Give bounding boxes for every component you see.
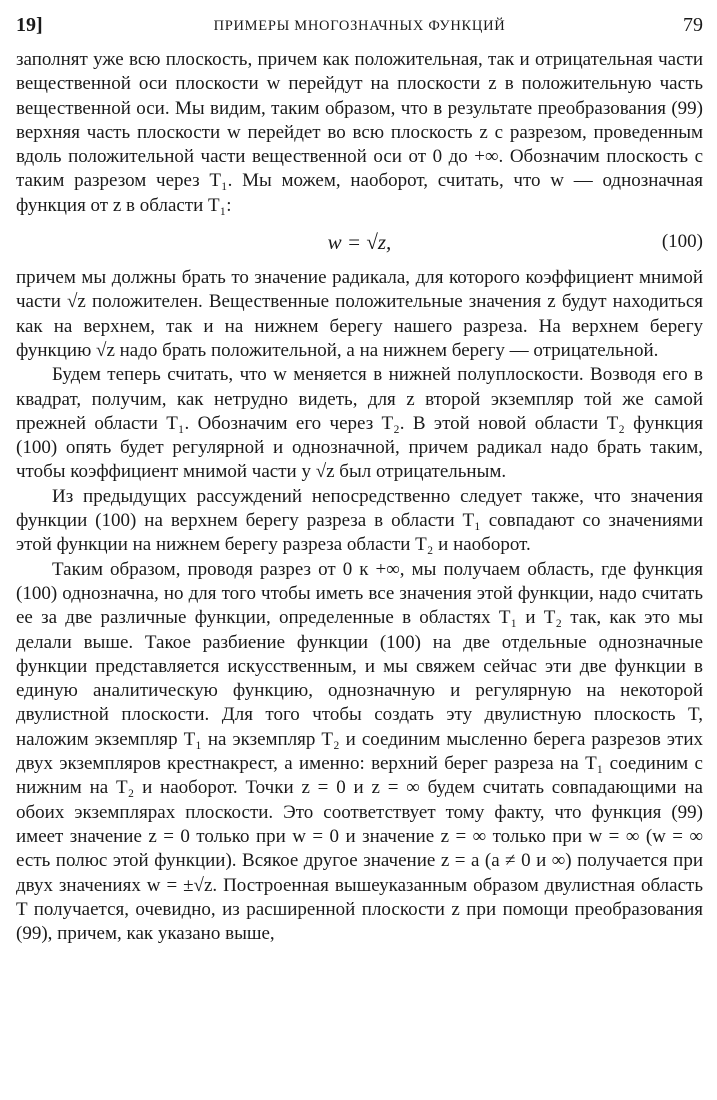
page-number: 79 [683, 14, 703, 36]
formula-number: (100) [661, 231, 703, 253]
paragraph-2: причем мы должны брать то значение радикала, для которого коэффициент мнимой части √z положителен. Вещественные положительные значения z будут находиться как на верхнем, так и на нижнем берегу нашего разреза. На верхнем берегу функцию √z надо брать положительной, а на нижнем берегу — отрицательной. [16, 267, 703, 361]
section-number: 19] [16, 14, 43, 36]
running-title: ПРИМЕРЫ МНОГОЗНАЧНЫХ ФУНКЦИЙ [213, 18, 506, 34]
main-text [16, 48, 703, 946]
formula-expression: w = √z, [327, 230, 392, 255]
paragraph-1: заполнят уже всю плоскость, причем как положительная, так и отрицательная части вещественной оси плоскости w перейдут на плоскости z в положительную часть вещественной оси. Мы видим, таким образом, что в результате преобразования (99) верхняя часть плоскости w перейдет во всю плоскость z с разрезом, проведенным вдоль положительной части вещественной оси от 0 до +∞. Обозначим плоскость с таким разрезом через T₁. Мы можем, наоборот, считать, что w — однозначная функция от z в области T₁: [16, 49, 703, 216]
paragraph-4: Из предыдущих рассуждений непосредственно следует также, что значения функции (100) на верхнем берегу разреза в области T₁ совпадают со значениями этой функции на нижнем берегу разреза области T₂ и наоборот. [16, 485, 703, 556]
formula-100 [16, 222, 703, 266]
paragraph-5: Таким образом, проводя разрез от 0 к +∞, мы получаем область, где функция (100) однозначна, но для того чтобы иметь все значения этой функции, надо считать ее за две различные функции, определенные в областях T₁ и T₂ так, как это мы делали выше. Такое разбиение функции (100) на две отдельные однозначные функции представляется искусственным, и мы свяжем сейчас эти две функции в единую аналитическую функцию, однозначную и регулярную на некоторой двулистной плоскости. Для того чтобы создать эту двулистную плоскость T, наложим экземпляр T₁ на экземпляр T₂ и соединим мысленно берега разрезов этих двух экземпляров крестнакрест, а именно: верхний берег разреза на T₁ соединим с нижним на T₂ и наоборот. Точки z = 0 и z = ∞ будем считать совпадающими на обоих экземплярах плоскости. Это соответствует тому факту, что функция (99) имеет значение z = 0 только при w = 0 и значение z = ∞ только при w = ∞ (w = ∞ есть полюс этой функции). Всякое другое значение z = a (a ≠ 0 и ∞) получается при двух значениях w = ±√z. Построенная вышеуказанным образом двулистная область T получается, очевидно, из расширенной плоскости z при помощи преобразования (99), причем, как указано выше, [16, 558, 703, 945]
paragraph-3: Будем теперь считать, что w меняется в нижней полуплоскости. Возводя его в квадрат, получим, как нетрудно видеть, для z второй экземпляр той же самой прежней области T₁. Обозначим его через T₂. В этой новой области T₂ функция (100) опять будет регулярной и однозначной, причем радикал надо брать таким, чтобы коэффициент мнимой части у √z был отрицательным. [16, 364, 703, 483]
running-header [16, 8, 703, 48]
